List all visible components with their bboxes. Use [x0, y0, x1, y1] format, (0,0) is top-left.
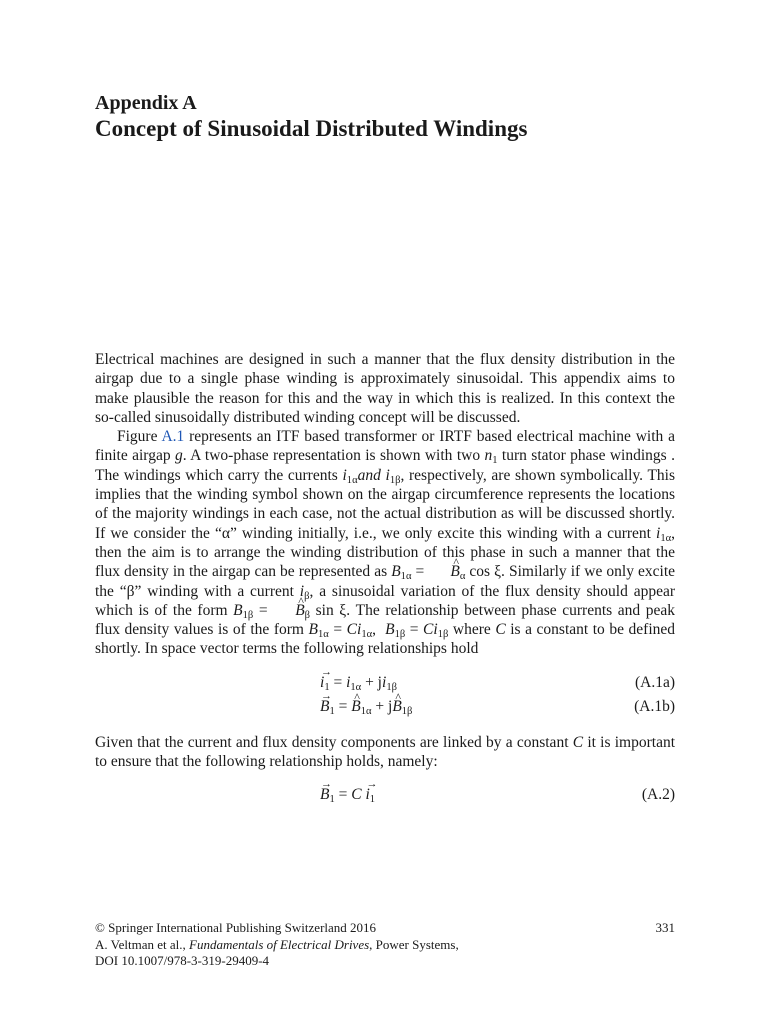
- paragraph-relationship: Given that the current and flux density components are linked by a constant C it is important to ensure that the following relationship holds, namely:: [95, 733, 676, 771]
- equation-number: (A.1a): [634, 673, 675, 691]
- body-text: [95, 350, 675, 807]
- appendix-label: Appendix A: [95, 92, 197, 114]
- equation-number: (A.2): [641, 786, 675, 804]
- doi-line[interactable]: DOI 10.1007/978-3-319-29409-4: [95, 953, 270, 968]
- equation-a1a: [95, 671, 675, 695]
- copyright-line: © Springer International Publishing Switzerland 2016: [95, 920, 377, 935]
- paragraph-figure-description: Figure A.1 represents an ITF based transformer or IRTF based electrical machine with a finite airgap g. A two-phase representation is shown with two $n_1$ turn stator phase windings . The windings which carry the currents $i_{1\alpha}and$ $i_{1\beta}$, respectively, are shown symbolically. This implies that the winding symbol shown on the airgap circumference represents the locations of the majority windings in each case, not the actual distribution as will be discussed shortly. If we consider the “α” winding initially, i.e., we only excite this winding with a current $i_{1\alpha}$, then the aim is to arrange the winding distribution of this phase in such a manner that the flux density in the airgap can be represented as $B_{1\alpha}$ = ^ $B_\alpha$ cos ξ. Similarly if we only excite the “β” winding with a current $i_\beta$, a sinusoidal variation of the flux density should appear which is of the form $B_{1\beta}$ = ^ $B_\beta$ sin ξ. The relationship between phase currents and peak flux density values is of the form $B_{1\alpha} = Ci_{1\alpha}$, $B_{1\beta} = Ci_{1\beta}$ where C is a constant to be defined shortly. In space vector terms the following relationships hold: [95, 427, 675, 659]
- equation-a1b-expression: → $B_1$ = ^ $B_{1\alpha}$ + j^ $B_{1\beta}$: [320, 697, 412, 716]
- page: [95, 0, 675, 1024]
- footer: [95, 920, 675, 970]
- equation-a1b: [95, 695, 675, 719]
- citation-line: A. Veltman et al., Fundamentals of Electrical Drives, Power Systems,: [95, 936, 459, 952]
- equation-a2-expression: → $B_1 = C \to i_1$: [320, 785, 375, 804]
- figure-link[interactable]: A.1: [161, 428, 185, 446]
- equation-number: (A.1b): [634, 697, 675, 715]
- page-number: 331: [655, 920, 675, 935]
- book-title: Fundamentals of Electrical Drives: [189, 936, 370, 952]
- chapter-title: Concept of Sinusoidal Distributed Windings: [95, 116, 528, 141]
- paragraph-intro: Electrical machines are designed in such a manner that the flux density distribution in the airgap due to a single phase winding is approximately sinusoidal. This appendix aims to make plausible the reason for this and the way in which this is realized. In this context the so-called sinusoidally distributed winding concept will be discussed.: [95, 351, 675, 426]
- equation-a2: [95, 783, 675, 807]
- equation-a1a-expression: → $i_1 = i_{1\alpha} + ji_{1\beta}$: [320, 673, 397, 692]
